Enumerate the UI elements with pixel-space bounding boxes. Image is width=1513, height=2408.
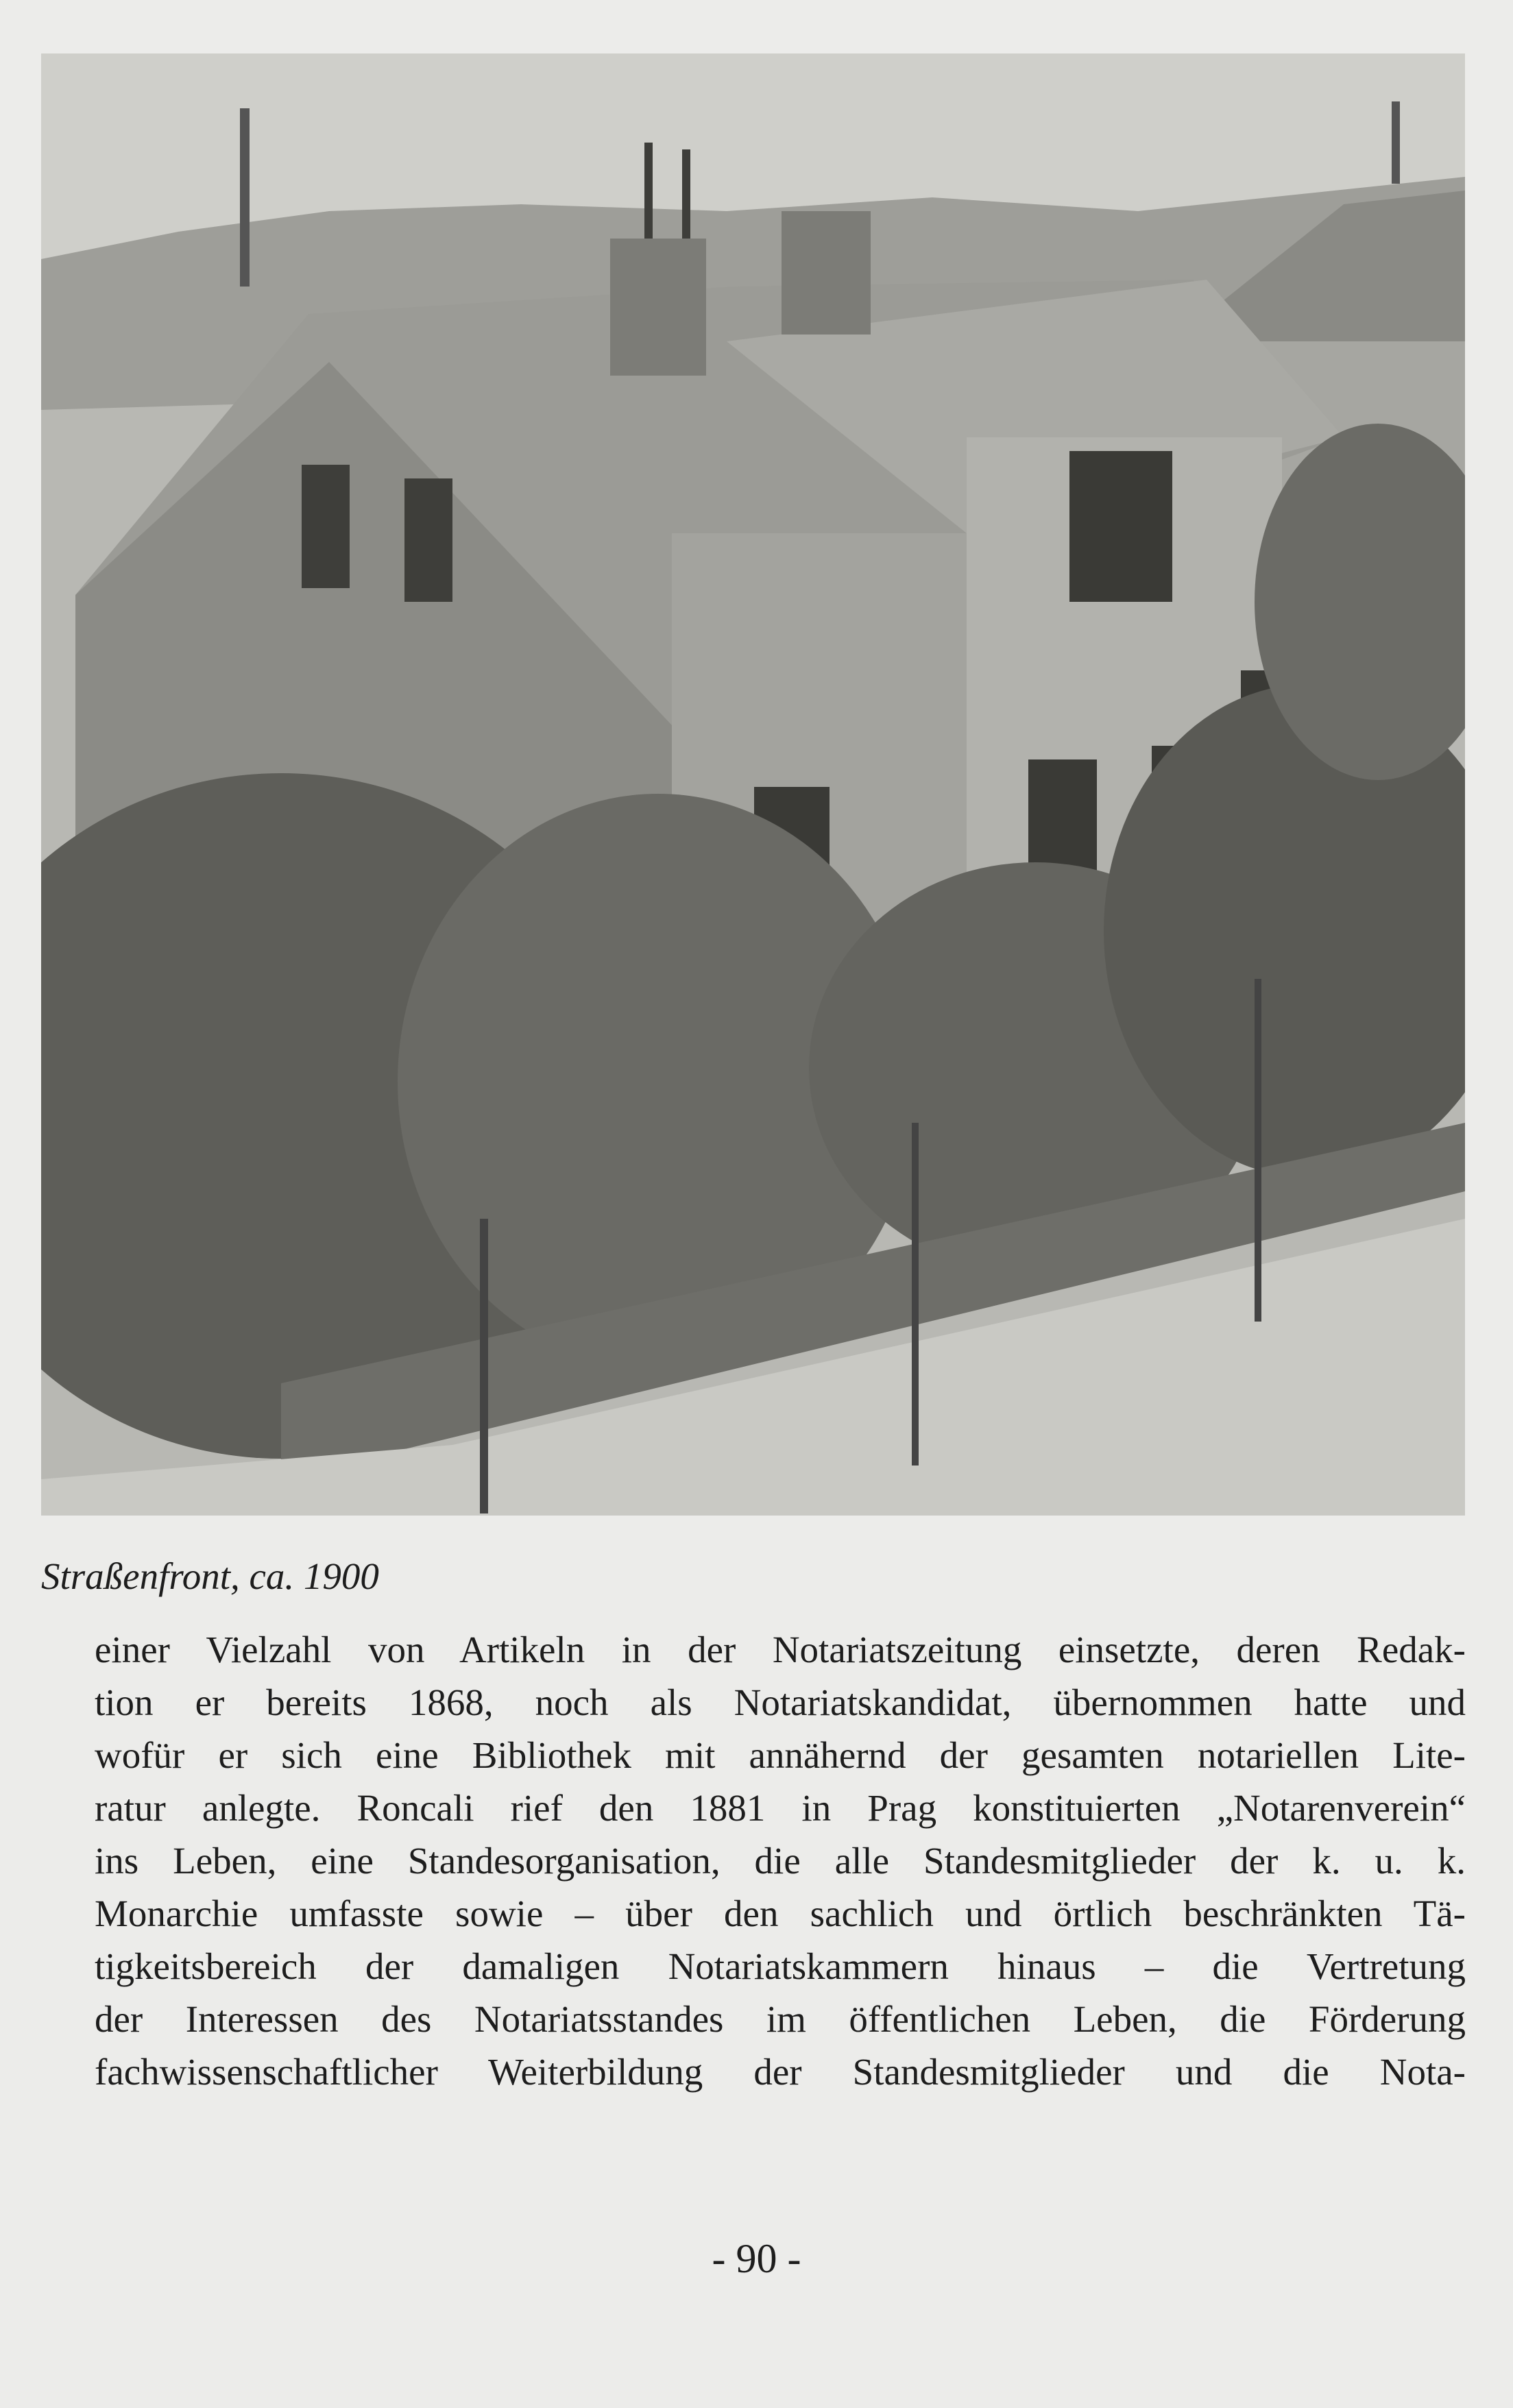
- text-line: tigkeitsbereich der damaligen Notariatskammern hinaus – die Vertretung: [95, 1945, 1466, 1987]
- text-line: ratur anlegte. Roncali rief den 1881 in Prag konstituierten „Notarenverein“: [95, 1787, 1466, 1829]
- text-line: der Interessen des Notariatsstandes im öffentlichen Leben, die Förderung: [95, 1998, 1466, 2040]
- photo-caption: Straßenfront, ca. 1900: [41, 1555, 379, 1597]
- text-line: tion er bereits 1868, noch als Notariatskandidat, übernommen hatte und: [95, 1681, 1466, 1723]
- text-line: Monarchie umfasste sowie – über den sachlich und örtlich beschränkten Tä-: [95, 1893, 1466, 1934]
- body-paragraph: [95, 1623, 1466, 2098]
- text-line: einer Vielzahl von Artikeln in der Notariatszeitung einsetzte, deren Redak-: [95, 1629, 1466, 1670]
- page-number: - 90 -: [712, 2236, 801, 2281]
- historic-photo: [41, 53, 1465, 1516]
- photo-villa-icon: [41, 53, 1465, 1516]
- text-line: ins Leben, eine Standesorganisation, die alle Standesmitglieder der k. u. k.: [95, 1840, 1466, 1882]
- text-line: wofür er sich eine Bibliothek mit annähernd der gesamten notariellen Lite-: [95, 1734, 1466, 1776]
- text-line: fachwissenschaftlicher Weiterbildung der Standesmitglieder und die Nota-: [95, 2051, 1466, 2093]
